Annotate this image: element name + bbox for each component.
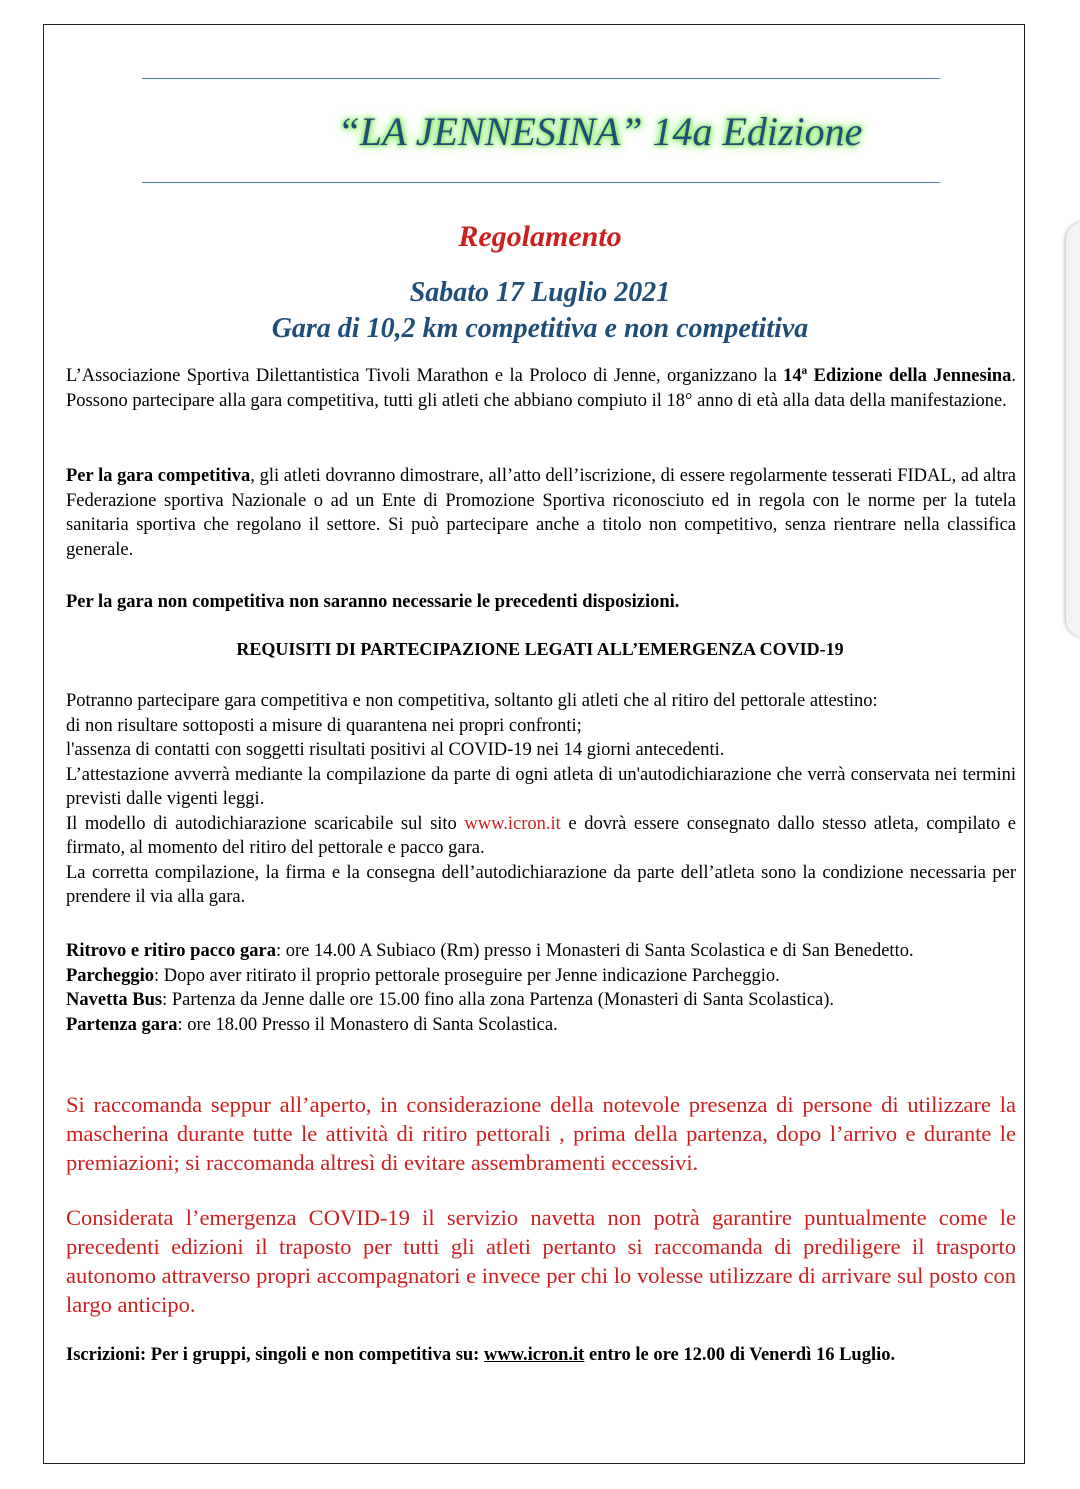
covid-line: L’attestazione avverrà mediante la compilazione da parte di ogni atleta di un'autodichiarazione che verrà conservata nei termini previsti dalle vigenti leggi. — [66, 764, 1016, 809]
header-top-rule — [142, 78, 940, 79]
non-competitive-note: Per la gara non competitiva non saranno necessarie le precedenti disposizioni. — [66, 592, 680, 612]
covid-line: di non risultare sottoposti a misure di quarantena nei propri confronti; — [66, 715, 582, 736]
icron-link[interactable]: www.icron.it — [464, 813, 561, 834]
intro-paragraph — [66, 364, 1016, 413]
covid-line: La corretta compilazione, la firma e la consegna dell’autodichiarazione da parte dell’atleta sono la condizione necessaria per prendere il via alla gara. — [66, 862, 1016, 907]
parcheggio-text: : Dopo aver ritirato il proprio pettorale proseguire per Jenne indicazione Parcheggio. — [154, 965, 780, 986]
logistics-list — [66, 939, 1016, 1037]
ritrovo-label: Ritrovo e ritiro pacco gara — [66, 941, 276, 961]
header-bottom-rule — [142, 182, 940, 183]
scroll-handle[interactable] — [1066, 222, 1080, 637]
navetta-text: : Partenza da Jenne dalle ore 15.00 fino alla zona Partenza (Monasteri di Santa Scolastica). — [162, 990, 835, 1010]
covid-line: l'assenza di contatti con soggetti risultati positivi al COVID-19 nei 14 giorni antecedenti. — [66, 740, 725, 760]
covid-heading: REQUISITI DI PARTECIPAZIONE LEGATI ALL’EMERGENZA COVID-19 — [236, 639, 844, 659]
mask-notice: Si raccomanda seppur all’aperto, in considerazione della notevole presenza di persone di utilizzare la mascherina durante tutte le attività di ritiro pettorali , prima della partenza, dopo l’arrivo e durante le premiazioni; si raccomanda altresì di evitare assembramenti eccessivi. — [66, 1092, 1016, 1175]
competitive-paragraph — [66, 464, 1016, 562]
parcheggio-label: Parcheggio — [66, 965, 155, 986]
covid-line: Il modello di autodichiarazione scaricabile sul sito — [66, 813, 465, 834]
intro-text-rest: . Possono partecipare alla gara competitiva, tutti gli atleti che abbiano compiuto il 18° anno di età alla data della manifestazione. — [66, 366, 1016, 411]
covid-line: Potranno partecipare gara competitiva e non competitiva, soltanto gli atleti che al ritiro del pettorale attestino: — [66, 691, 878, 711]
navetta-label: Navetta Bus — [66, 990, 163, 1010]
covid-line: e dovrà essere consegnato dallo stesso atleta, compilato e firmato, al momento del ritiro del pettorale e pacco gara. — [66, 813, 1016, 858]
partenza-text: : ore 18.00 Presso il Monastero di Santa Scolastica. — [177, 1014, 558, 1035]
event-title: “LA JENNESINA” 14a Edizione — [337, 109, 863, 154]
intro-text: L’Associazione Sportiva Dilettantistica Tivoli Marathon e la Proloco di Jenne, organizzano la — [66, 366, 784, 386]
intro-edition: 14ª Edizione della Jennesina — [783, 366, 1012, 386]
ritrovo-text: : ore 14.00 A Subiaco (Rm) presso i Monasteri di Santa Scolastica e di San Benedetto. — [275, 941, 914, 961]
registration-text-rest: entro le ore 12.00 di Venerdì 16 Luglio. — [584, 1345, 896, 1365]
registration-paragraph — [66, 1343, 1016, 1368]
covid-requirements — [66, 689, 1016, 910]
competitive-lead: Per la gara competitiva — [66, 466, 251, 486]
partenza-label: Partenza gara — [66, 1014, 178, 1035]
shuttle-notice: Considerata l’emergenza COVID-19 il servizio navetta non potrà garantire puntualmente come le precedenti edizioni il traposto per tutti gli atleti pertanto si raccomanda di prediligere il trasporto autonomo attraverso propri accompagnatori e invece per chi lo volesse utilizzare di arrivare sul posto con largo anticipo. — [66, 1205, 1016, 1317]
competitive-text: , gli atleti dovranno dimostrare, all’atto dell’iscrizione, di essere regolarmente tesserati FIDAL, ad altra Federazione sportiva Nazionale o ad un Ente di Promozione Sportiva riconosciuto ed in regola con le norme per la tutela sanitaria sportiva che regolano il settore. Si può partecipare anche a titolo non competitivo, senza rientrare nella classifica generale. — [66, 466, 1016, 560]
registration-text: Iscrizioni: Per i gruppi, singoli e non competitiva su: — [66, 1345, 484, 1365]
regolamento-heading: Regolamento — [458, 220, 622, 253]
event-date: Sabato 17 Luglio 2021 — [409, 277, 671, 308]
registration-link[interactable]: www.icron.it — [483, 1345, 585, 1365]
race-description: Gara di 10,2 km competitiva e non competitiva — [271, 313, 809, 344]
